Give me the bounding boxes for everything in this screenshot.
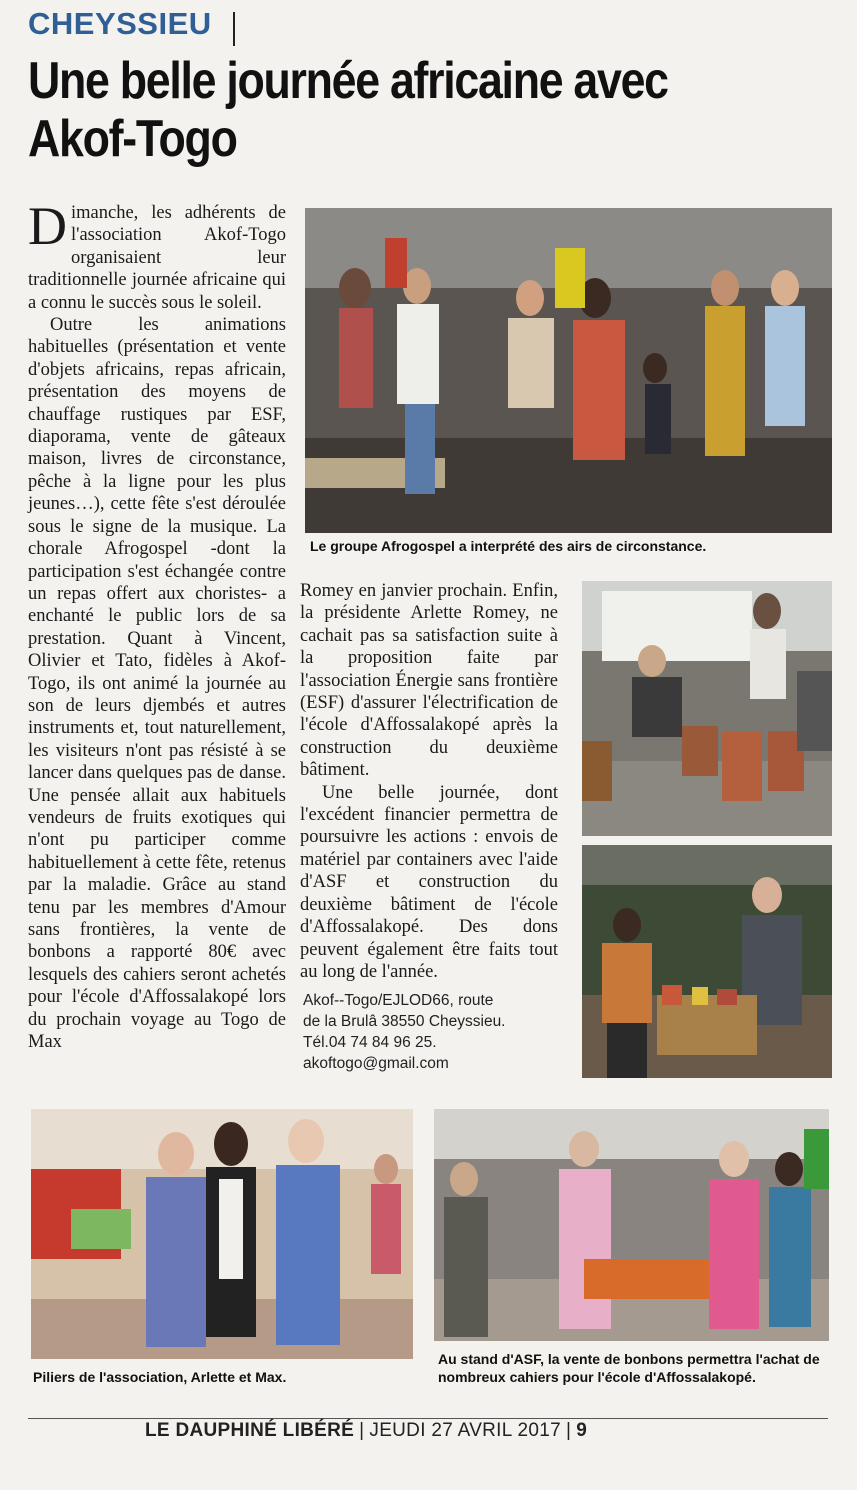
asf-stand-photo [434, 1109, 829, 1341]
choir-photo-caption: Le groupe Afrogospel a interprété des airs de circonstance. [310, 538, 707, 554]
contact-phone: Tél.04 74 84 96 25. [303, 1034, 437, 1051]
contact-line: Akof--Togo/EJLOD66, route [303, 992, 494, 1009]
paragraph-text: imanche, les adhérents de l'association Akof-Togo organisaient leur traditionnelle journée africaine qui a connu le succès sous le soleil. [28, 203, 286, 313]
rubric-divider [233, 12, 235, 46]
page-footer [145, 1420, 745, 1442]
footer-separator: | [565, 1420, 572, 1441]
footer-rule [28, 1418, 828, 1419]
drop-cap: D [28, 196, 67, 256]
newspaper-name: LE DAUPHINÉ LIBÉRÉ [145, 1420, 355, 1441]
section-rubric: CHEYSSIEU [28, 6, 212, 41]
article-paragraph: Une belle journée, dont l'excédent financier permettra de poursuivre les actions : envois de matériel par containers avec l'aide d'ASF et construction du deuxième bâtiment de l'école d'Affossalakopé. Des dons peuvent également être faits tout au long de l'année. [300, 782, 558, 982]
contact-email: akoftogo@gmail.com [303, 1055, 449, 1072]
contact-line: de la Brulâ 38550 Cheyssieu. [303, 1013, 506, 1030]
article-paragraph: Outre les animations habituelles (présentation et vente d'objets africains, repas africain, présentation des moyens de chauffage rustiques par ESF, diaporama, vente de gâteaux maison, livres de circonstance, pêche à la ligne pour les plus jeunes…), cette fête s'est déroulée sous le signe de la musique. La chorale Afrogospel -dont la participation s'est échangée contre un repas offert aux choristes- a enchanté le public lors de sa prestation. Quant à Vincent, Olivier et Tato, fidèles à Akof-Togo, ils ont animé la journée au son de leurs djembés et autres instruments et, tout naturellement, les visiteurs n'ont pas résisté à se lancer dans quelques pas de danse. Une pensée allait aux habituels vendeurs de fruits exotiques qui n'ont pu participer comme habituellement à cette fête, retenus par la maladie. Grâce au stand tenu par les membres d'Amour sans frontières, la vente de bonbons a rapporté 80€ avec lesquels des cahiers seront achetés pour l'école d'Affossalakopé lors du prochain voyage au Togo de Max [28, 315, 286, 1053]
headline: Une belle journée africaine avec Akof-Togo [28, 52, 668, 168]
page-number: 9 [576, 1420, 588, 1441]
article-paragraph [28, 196, 286, 314]
issue-date: JEUDI 27 AVRIL 2017 [369, 1420, 561, 1441]
footer-separator: | [359, 1420, 365, 1441]
article-paragraph: Romey en janvier prochain. Enfin, la présidente Arlette Romey, ne cachait pas sa satisfaction suite à la proposition faite par l'association Énergie sans frontière (ESF) d'assurer l'électrification de l'école d'Affossalakopé après la construction du deuxième bâtiment. [300, 581, 558, 781]
contact-info [303, 990, 563, 1074]
pillars-photo [31, 1109, 413, 1359]
market-stand-photo [582, 845, 832, 1078]
pillars-photo-caption: Piliers de l'association, Arlette et Max. [33, 1369, 287, 1385]
article-column-1 [28, 196, 286, 1084]
article-column-2 [300, 580, 558, 982]
choir-photo [305, 208, 832, 533]
asf-photo-caption: Au stand d'ASF, la vente de bonbons permettra l'achat de nombreux cahiers pour l'école d'Affossalakopé. [438, 1351, 820, 1385]
drummers-photo [582, 581, 832, 836]
